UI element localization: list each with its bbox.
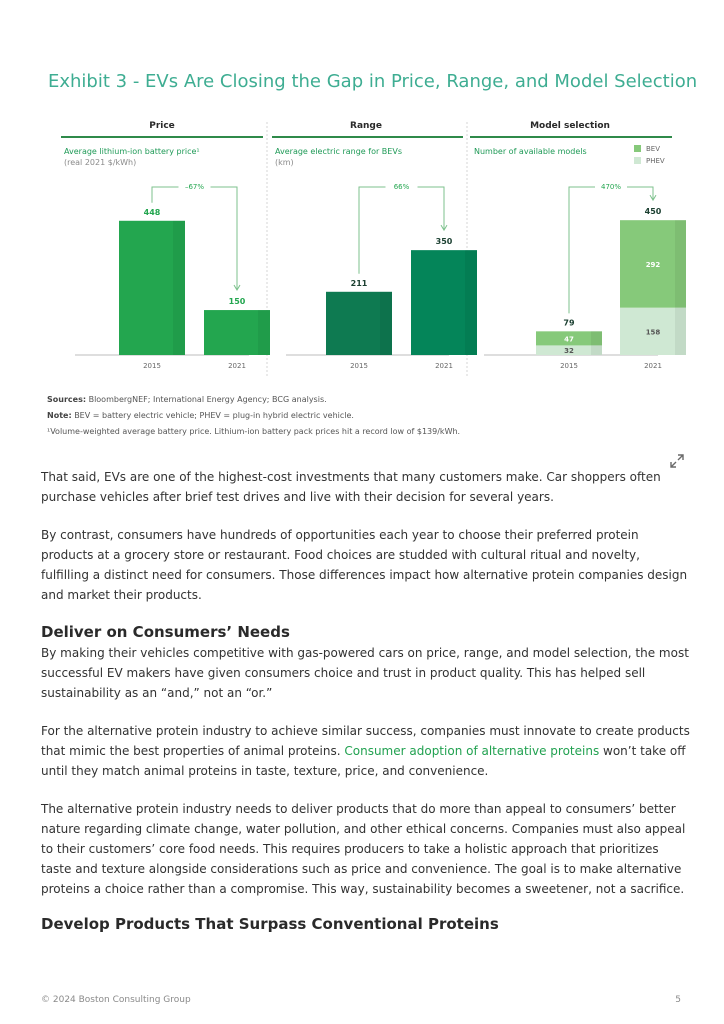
bar-shade-seg-1-0: [591, 331, 602, 345]
bar-shade-1-1: [465, 250, 477, 355]
segment-label-phev-0: 32: [564, 347, 574, 356]
tick-label-0-1: 2021: [228, 362, 246, 370]
data-label-1-1: 350: [435, 237, 453, 247]
paragraph-1: That said, EVs are one of the highest-cost investments that many customers make. Car shoppers often purchase vehicles after brief test drives and live with their decision for several years.: [41, 470, 661, 504]
panel-unit-1: (km): [275, 158, 294, 167]
panel-header-0: Price: [149, 121, 175, 131]
panel-header-1: Range: [350, 121, 382, 131]
legend-swatch-phev: [634, 157, 641, 164]
chart-notes: [47, 392, 460, 440]
total-label-0: 79: [563, 318, 575, 328]
bar-shade-seg-1-1: [675, 220, 686, 307]
data-label-0-1: 150: [228, 297, 246, 307]
data-label-1-0: 211: [350, 278, 368, 288]
legend-swatch-bev: [634, 145, 641, 152]
bar-shade-0-0: [173, 221, 185, 355]
paragraph-5: The alternative protein industry needs to deliver products that do more than appeal to consumers’ better nature regarding climate change, water pollution, and other ethical concerns. Companies must also appeal to their customers’ core food needs. This requires producers to take a holistic approach that prioritizes taste and texture alongside considerations such as price and convenience. The goal is to make alternative proteins a choice rather than a compromise. This way, sustainability becomes a sweetener, not a sacrifice.: [41, 802, 686, 896]
bar-shade-seg-0-1: [675, 308, 686, 355]
change-label-2: 470%: [600, 183, 622, 191]
segment-label-bev-1: 292: [645, 260, 661, 269]
total-label-1: 450: [644, 207, 662, 217]
exhibit-title: Exhibit 3 - EVs Are Closing the Gap in Price, Range, and Model Selection: [48, 71, 698, 92]
paragraph-4: For the alternative protein industry to achieve similar success, companies must innovate to create products that mimic the best properties of animal proteins. Consumer adoption of alternative proteins won’t take off until they match animal proteins in taste, texture, price, and convenience.: [41, 724, 690, 778]
exhibit-chart: [0, 0, 724, 392]
panel-metric-2: Number of available models: [474, 147, 587, 156]
footnote-line: ¹Volume-weighted average battery price. Lithium-ion battery pack prices hit a record low of $139/kWh.: [47, 427, 461, 436]
bar-shade-seg-0-0: [591, 345, 602, 355]
panel-metric-0: Average lithium-ion battery price¹: [64, 147, 200, 156]
legend-label-bev: BEV: [646, 145, 661, 153]
sources-line: Sources: BloombergNEF; International Energy Agency; BCG analysis.: [47, 395, 327, 404]
change-label-0: –67%: [184, 183, 205, 191]
legend-label-phev: PHEV: [646, 157, 665, 165]
panel-metric-1: Average electric range for BEVs: [275, 147, 402, 156]
tick-label-2-1: 2021: [644, 362, 662, 370]
segment-label-bev-0: 47: [564, 335, 574, 344]
segment-label-phev-1: 158: [645, 328, 661, 337]
paragraph-2: By contrast, consumers have hundreds of opportunities each year to choose their preferred protein products at a grocery store or restaurant. Food choices are studded with cultural ritual and novelty, fulfilling a distinct need for consumers. Those differences impact how alternative protein companies design and market their products.: [41, 528, 688, 602]
note-line: Note: BEV = battery electric vehicle; PHEV = plug-in hybrid electric vehicle.: [47, 411, 354, 420]
tick-label-1-0: 2015: [350, 362, 368, 370]
tick-label-1-1: 2021: [435, 362, 453, 370]
panel-header-2: Model selection: [530, 121, 610, 131]
section-heading-needs: Deliver on Consumers’ Needs: [41, 623, 290, 641]
bar-shade-0-1: [258, 310, 270, 355]
change-label-1: 66%: [393, 183, 410, 191]
data-label-0-0: 448: [143, 207, 161, 217]
bar-shade-1-0: [380, 292, 392, 355]
panel-unit-0: (real 2021 $/kWh): [64, 158, 137, 167]
paragraph-3: By making their vehicles competitive with gas-powered cars on price, range, and model selection, the most successful EV makers have given consumers choice and trust in product quality. This has helped sell sustainability as an “and,” not an “or.”: [41, 646, 689, 700]
tick-label-2-0: 2015: [560, 362, 578, 370]
consumer-adoption-link[interactable]: Consumer adoption of alternative proteins: [344, 744, 600, 758]
section-heading-products: Develop Products That Surpass Conventional Proteins: [41, 915, 499, 933]
page-number: 5: [675, 995, 681, 1005]
tick-label-0-0: 2015: [143, 362, 161, 370]
copyright: © 2024 Boston Consulting Group: [41, 995, 191, 1005]
